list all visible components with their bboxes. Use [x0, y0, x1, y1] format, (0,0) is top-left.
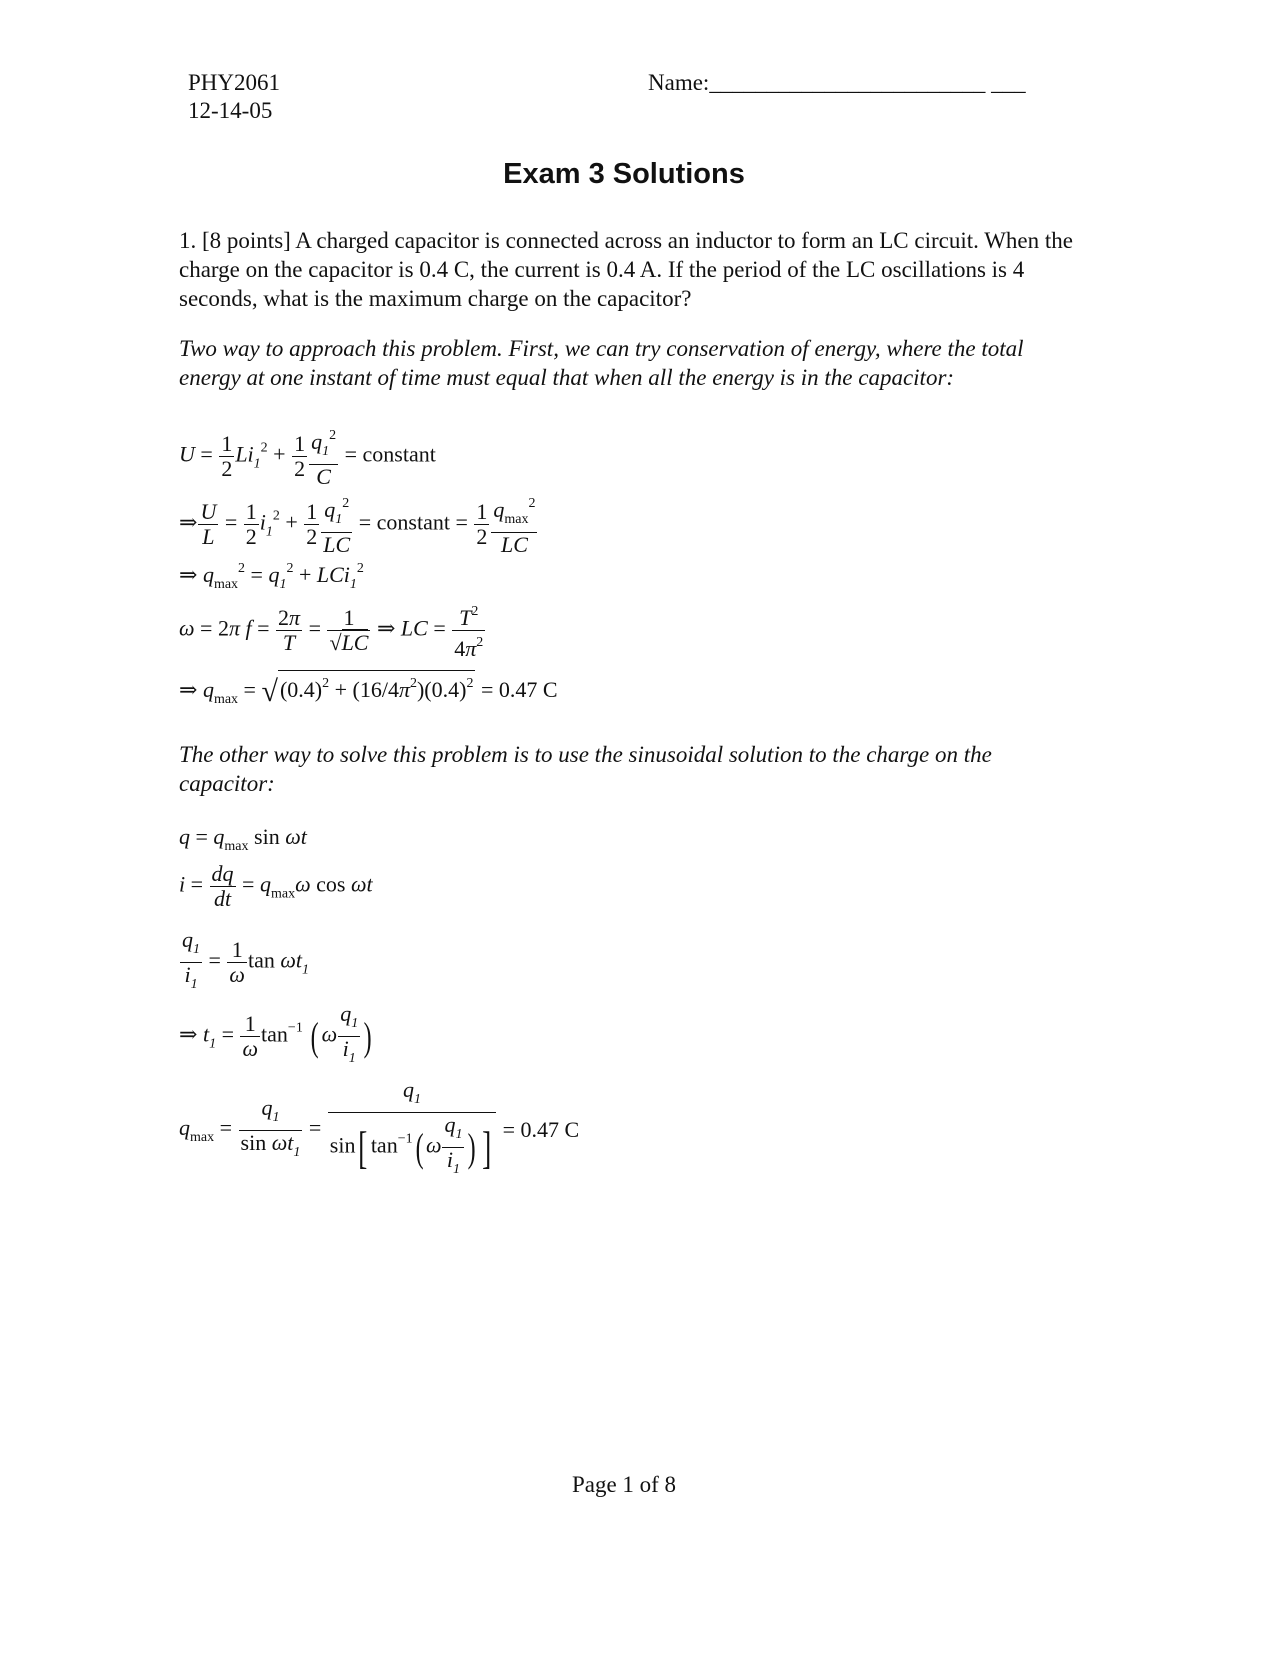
page-title: Exam 3 Solutions: [503, 158, 745, 190]
equation-qmax-alt: $q_{max}$ = $\frac{q_1}{\sin \omega t_1}$ = $q_1$ sin[ $\tan^{-1}$( ω $\frac{q_1}{i_1}$ ) ] = 0.47 C: [179, 1077, 580, 1177]
equation-energy: U = $\frac{1}{2}$ $Li_1^2$ + $\frac{1}{2}$ $\frac{q_1^2}{C}$ = constant: [179, 424, 436, 489]
approach2-text: The other way to solve this problem is to use the sinusoidal solution to the charge on the capacitor:: [179, 742, 992, 796]
name-blank: ________________________ ___: [709, 70, 1026, 95]
equation-qmax-squared: ⇒ $q_{max}^2 = q_1^2 + LCi_1^2$: [179, 561, 364, 592]
exam-date: 12-14-05: [188, 98, 273, 123]
course-code: PHY2061: [188, 70, 281, 95]
page-number: Page 1 of 8: [571, 1472, 677, 1497]
equation-t1: ⇒ $t_1$ = $\frac{1}{\omega}$ $\tan^{-1}$ ( ω $\frac{q_1}{i_1}$ ): [179, 1001, 372, 1066]
question-text: 1. [8 points] A charged capacitor is connected across an inductor to form an LC circuit. When the charge on the capacitor is 0.4 C, the current is 0.4 A. If the period of the LC oscillations is 4 seconds, what is the maximum charge on the capacitor?: [179, 228, 1073, 311]
approach1-text: Two way to approach this problem. First, we can try conservation of energy, where the total energy at one instant of time must equal that when all the energy is in the capacitor:: [179, 336, 1024, 390]
equation-charge-sin: $q = q_{max}$ sin ωt: [179, 824, 307, 854]
answer-1: = 0.47 C: [480, 677, 558, 702]
equation-qmax-result: ⇒ $q_{max} = √(0.4)^2 + (16/4\pi^2)(0.4)^2 = 0.47$ C: [179, 670, 558, 711]
equation-current: i = $\frac{dq}{dt}$ = $q_{max}\omega$ cos ωt: [179, 861, 373, 911]
constant-label: constant: [362, 441, 436, 467]
name-label: Name:: [648, 70, 710, 95]
equation-energy-over-l: ⇒ $\frac{U}{L}$ = $\frac{1}{2}$ $i_1^2$ + $\frac{1}{2}$ $\frac{q_1^2}{LC}$ = constant = $\frac{1}{2}$ $\frac{q_{max}^2}{LC}$: [179, 492, 538, 557]
equation-ratio: $\frac{q_1}{i_1}$ = $\frac{1}{\omega}$ $\tan \omega t_1$: [182, 927, 310, 992]
equation-omega: ω = 2π f = $\frac{2\pi}{T}$ = $\frac{1}{√LC}$ ⇒ LC = $\frac{T^2}{4\pi^2}$: [179, 600, 486, 661]
name-field: [648, 68, 1026, 97]
